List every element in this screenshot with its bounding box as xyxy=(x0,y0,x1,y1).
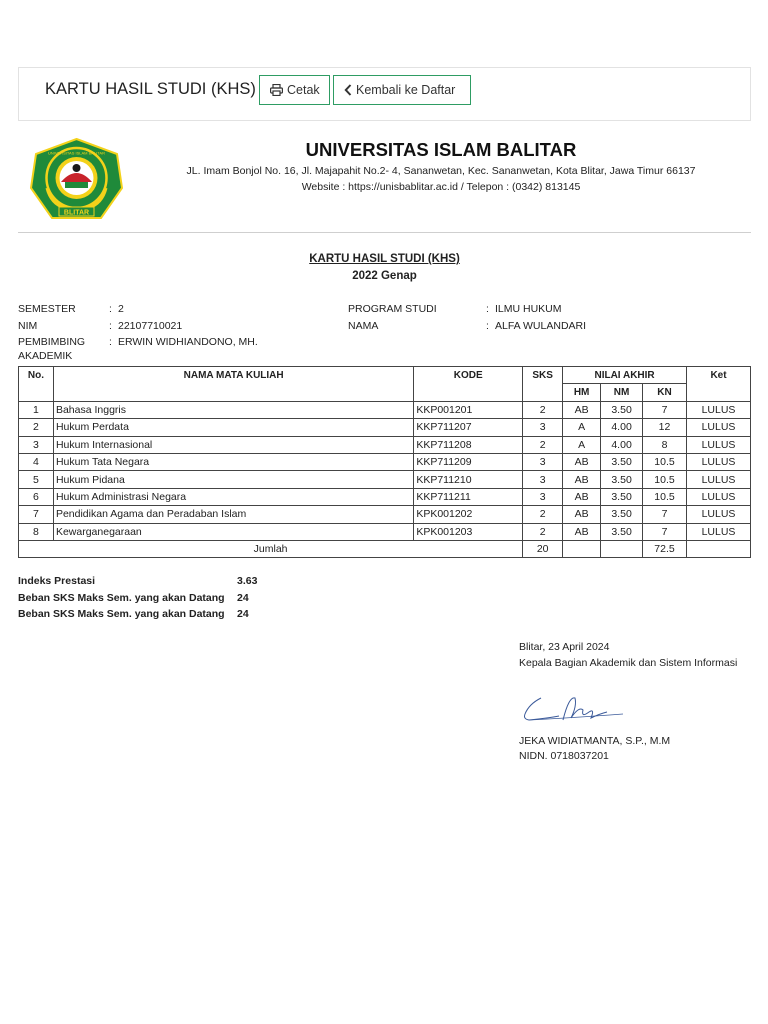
chevron-left-icon xyxy=(344,84,352,96)
cell-course: Hukum Administrasi Negara xyxy=(53,488,413,505)
total-ket-empty xyxy=(687,540,751,557)
cell-no: 2 xyxy=(19,419,54,436)
print-button-label: Cetak xyxy=(287,83,320,97)
cell-course: Hukum Tata Negara xyxy=(53,453,413,470)
logo-text-bottom: BLITAR xyxy=(63,209,90,217)
semester-label: SEMESTER xyxy=(18,303,76,315)
cell-sks: 3 xyxy=(523,471,563,488)
cell-course: Pendidikan Agama dan Peradaban Islam xyxy=(53,506,413,523)
cell-no: 7 xyxy=(19,506,54,523)
cell-code: KKP711211 xyxy=(414,488,523,505)
cell-course: Hukum Internasional xyxy=(53,436,413,453)
col-header-no: No. xyxy=(19,367,54,402)
cell-code: KKP711208 xyxy=(414,436,523,453)
signatory-id: NIDN. 0718037201 xyxy=(519,750,609,762)
table-row xyxy=(19,488,751,505)
cell-ket: LULUS xyxy=(687,471,751,488)
nim-value: 22107710021 xyxy=(118,320,183,332)
cell-hm: AB xyxy=(563,506,601,523)
summary-label: Indeks Prestasi xyxy=(18,575,96,587)
cell-no: 4 xyxy=(19,453,54,470)
signature-place-date: Blitar, 23 April 2024 xyxy=(519,641,610,653)
info-name xyxy=(348,320,748,336)
cell-ket: LULUS xyxy=(687,419,751,436)
cell-kn: 12 xyxy=(643,419,687,436)
name-value: ALFA WULANDARI xyxy=(495,320,587,332)
page-title: KARTU HASIL STUDI (KHS) xyxy=(45,80,256,98)
cell-kn: 10.5 xyxy=(643,488,687,505)
cell-code: KKP711207 xyxy=(414,419,523,436)
cell-nm: 3.50 xyxy=(601,488,643,505)
info-semester xyxy=(18,303,348,319)
cell-sks: 2 xyxy=(523,401,563,418)
cell-no: 3 xyxy=(19,436,54,453)
table-row xyxy=(19,453,751,470)
cell-code: KPK001203 xyxy=(414,523,523,540)
cell-sks: 3 xyxy=(523,488,563,505)
cell-no: 5 xyxy=(19,471,54,488)
cell-ket: LULUS xyxy=(687,453,751,470)
summary-label: Beban SKS Maks Sem. yang akan Datang xyxy=(18,592,225,604)
cell-kn: 7 xyxy=(643,401,687,418)
cell-hm: AB xyxy=(563,453,601,470)
cell-nm: 4.00 xyxy=(601,436,643,453)
summary-value: 3.63 xyxy=(237,575,258,587)
summary-max-sks-1 xyxy=(18,592,318,606)
program-label: PROGRAM STUDI xyxy=(348,303,437,315)
summary-value: 24 xyxy=(237,608,249,620)
cell-ket: LULUS xyxy=(687,488,751,505)
table-row xyxy=(19,436,751,453)
print-button[interactable] xyxy=(259,75,330,105)
cell-code: KKP711210 xyxy=(414,471,523,488)
col-header-sks: SKS xyxy=(523,367,563,402)
col-header-kn: KN xyxy=(643,384,687,401)
info-nim xyxy=(18,320,348,336)
institution-name: UNIVERSITAS ISLAM BALITAR xyxy=(305,139,577,160)
back-button-label: Kembali ke Daftar xyxy=(356,83,456,97)
cell-sks: 3 xyxy=(523,419,563,436)
col-header-ket: Ket xyxy=(687,367,751,402)
advisor-colon: : xyxy=(109,336,112,348)
col-header-nm: NM xyxy=(601,384,643,401)
cell-course: Bahasa Inggris xyxy=(53,401,413,418)
table-row xyxy=(19,471,751,488)
program-colon: : xyxy=(486,303,489,315)
cell-no: 1 xyxy=(19,401,54,418)
signature-position: Kepala Bagian Akademik dan Sistem Informasi xyxy=(519,657,738,669)
table-row xyxy=(19,523,751,540)
cell-hm: A xyxy=(563,419,601,436)
signatory-name: JEKA WIDIATMANTA, S.P., M.M xyxy=(519,735,671,747)
institution-contact: Website : https://unisbablitar.ac.id / Telepon : (0342) 813145 xyxy=(301,181,581,193)
cell-hm: AB xyxy=(563,523,601,540)
cell-kn: 10.5 xyxy=(643,471,687,488)
col-header-course: NAMA MATA KULIAH xyxy=(53,367,413,402)
cell-nm: 3.50 xyxy=(601,453,643,470)
logo-text-top: UNIVERSITAS ISLAM BALITAR xyxy=(48,150,105,156)
back-to-list-button[interactable] xyxy=(333,75,471,105)
table-total-row xyxy=(19,540,751,557)
col-header-hm: HM xyxy=(563,384,601,401)
cell-nm: 3.50 xyxy=(601,523,643,540)
table-row xyxy=(19,419,751,436)
cell-course: Kewarganegaraan xyxy=(53,523,413,540)
advisor-label-line2: AKADEMIK xyxy=(18,350,73,362)
cell-nm: 3.50 xyxy=(601,506,643,523)
cell-sks: 2 xyxy=(523,523,563,540)
table-header-row xyxy=(19,367,751,384)
cell-nm: 3.50 xyxy=(601,471,643,488)
cell-code: KKP001201 xyxy=(414,401,523,418)
summary-value: 24 xyxy=(237,592,249,604)
cell-code: KPK001202 xyxy=(414,506,523,523)
total-hm-empty xyxy=(563,540,601,557)
total-label: Jumlah xyxy=(19,540,523,557)
nim-label: NIM xyxy=(18,320,38,332)
university-logo xyxy=(29,138,124,223)
advisor-value: ERWIN WIDHIANDONO, MH. xyxy=(118,336,258,348)
institution-address: JL. Imam Bonjol No. 16, Jl. Majapahit No.2- 4, Sananwetan, Kec. Sananwetan, Kota Blitar, Jawa Timur 66137 xyxy=(186,165,696,177)
semester-value: 2 xyxy=(118,303,124,315)
table-row xyxy=(19,506,751,523)
nim-colon: : xyxy=(109,320,112,332)
cell-course: Hukum Pidana xyxy=(53,471,413,488)
col-header-final-grade: NILAI AKHIR xyxy=(563,367,687,384)
cell-nm: 3.50 xyxy=(601,401,643,418)
grades-table xyxy=(18,366,751,558)
cell-ket: LULUS xyxy=(687,436,751,453)
total-kn: 72.5 xyxy=(643,540,687,557)
info-advisor xyxy=(18,336,348,364)
cell-hm: AB xyxy=(563,488,601,505)
total-nm-empty xyxy=(601,540,643,557)
advisor-label-line1: PEMBIMBING xyxy=(18,336,86,348)
document-title: KARTU HASIL STUDI (KHS) xyxy=(309,253,460,265)
cell-code: KKP711209 xyxy=(414,453,523,470)
program-value: ILMU HUKUM xyxy=(495,303,562,315)
cell-no: 8 xyxy=(19,523,54,540)
semester-colon: : xyxy=(109,303,112,315)
cell-kn: 8 xyxy=(643,436,687,453)
cell-kn: 10.5 xyxy=(643,453,687,470)
cell-hm: A xyxy=(563,436,601,453)
col-header-code: KODE xyxy=(414,367,523,402)
handwritten-signature xyxy=(519,688,627,730)
cell-no: 6 xyxy=(19,488,54,505)
total-sks: 20 xyxy=(523,540,563,557)
khs-toolbar xyxy=(18,67,751,121)
summary-ip xyxy=(18,575,318,589)
summary-label: Beban SKS Maks Sem. yang akan Datang xyxy=(18,608,225,620)
cell-kn: 7 xyxy=(643,523,687,540)
header-divider xyxy=(18,232,751,233)
print-icon xyxy=(270,84,283,96)
name-colon: : xyxy=(486,320,489,332)
cell-ket: LULUS xyxy=(687,523,751,540)
cell-ket: LULUS xyxy=(687,506,751,523)
info-program xyxy=(348,303,748,319)
cell-hm: AB xyxy=(563,471,601,488)
cell-nm: 4.00 xyxy=(601,419,643,436)
cell-hm: AB xyxy=(563,401,601,418)
cell-sks: 2 xyxy=(523,506,563,523)
name-label: NAMA xyxy=(348,320,379,332)
cell-course: Hukum Perdata xyxy=(53,419,413,436)
cell-ket: LULUS xyxy=(687,401,751,418)
cell-sks: 3 xyxy=(523,453,563,470)
cell-kn: 7 xyxy=(643,506,687,523)
document-period: 2022 Genap xyxy=(352,270,417,282)
table-row xyxy=(19,401,751,418)
summary-max-sks-2 xyxy=(18,608,318,622)
cell-sks: 2 xyxy=(523,436,563,453)
